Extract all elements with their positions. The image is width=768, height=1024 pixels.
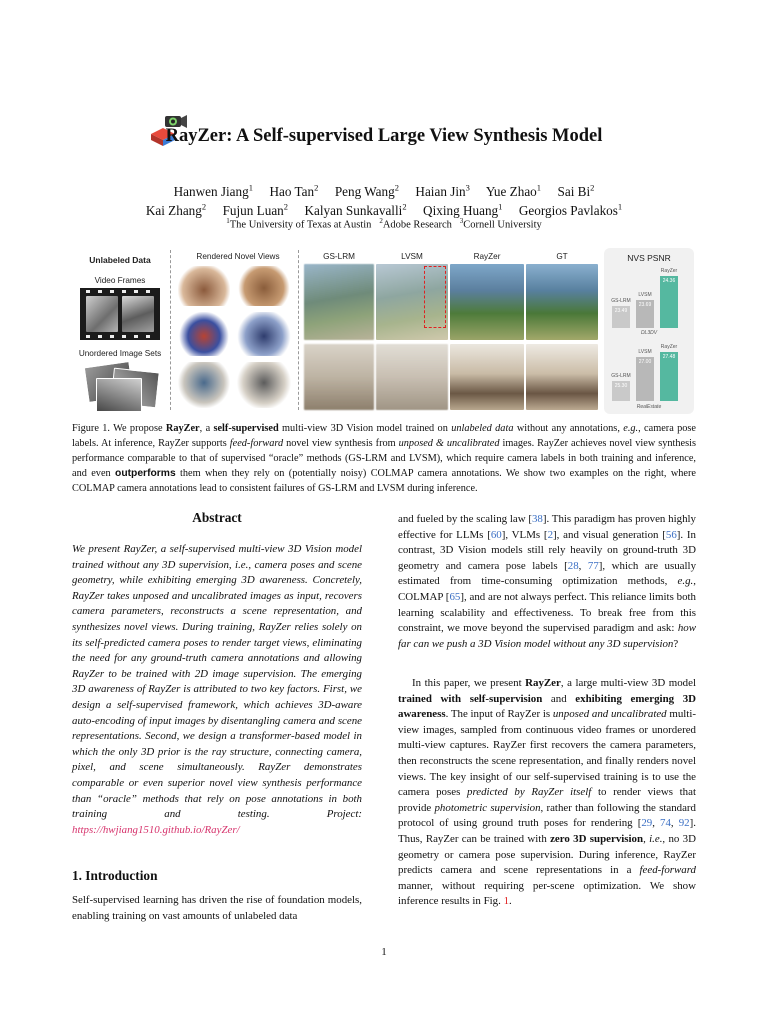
dataset-label: RealEstate: [636, 404, 662, 410]
bar-label: GS-LRM: [611, 373, 631, 379]
author: Hao Tan$^2$: [269, 183, 319, 200]
author: Kalyan Sunkavalli$^2$: [304, 202, 407, 219]
bar-gslrm-dl3dv: 23.49: [612, 306, 630, 328]
author: Haian Jin$^3$: [415, 183, 470, 200]
unlabeled-data-label: Unlabeled Data: [89, 255, 151, 265]
dataset-label: DL3DV: [640, 330, 658, 336]
bar-label: LVSM: [638, 292, 652, 298]
video-frames-filmstrip: [80, 288, 160, 340]
bar-label: GS-LRM: [611, 298, 631, 304]
psnr-title: NVS PSNR: [627, 253, 671, 263]
right-column-paragraph-1: and fueled by the scaling law [38]. This paradigm has proven highly effective for LLMs [60], VLMs [2], and visual generation [56]. In contrast, 3D Vision models still rely heavily on ground-truth 3D geometry and camera pose labels [28, 77], which are usually estimated from time-consuming optimization methods, e.g., COLMAP [65], and are not always perfect. This reliance limits both learning scalability and effectiveness. To break free from this constraint, we move beyond the supervised paradigm and ask: how far can we push a 3D Vision model without any 3D supervision?: [398, 513, 697, 650]
page-number: 1: [381, 946, 387, 958]
right-column-paragraph-2: In this paper, we present RayZer, a large multi-view 3D model trained with self-supervision and exhibiting emerging 3D awareness. The input of RayZer is unposed and uncalibrated multi-view images, sampled from continuous video frames or unordered multi-view captures. RayZer first recovers the camera parameters, then reconstructs the scene representation, and finally renders novel views. The key insight of our self-supervised training is to use the camera poses predicted by RayZer itself to render views that provide photometric supervision, rather than following the standard protocol of using ground truth poses for rendering [29, 74, 92]. Thus, RayZer can be trained with zero 3D supervision, i.e., no 3D geometry or camera pose supervision. During inference, RayZer predicts camera and scene representations in a feed-forward manner, without requiring per-scene optimization. We show inference results in Fig. 1.: [398, 677, 697, 908]
unordered-image-sets-label: Unordered Image Sets: [78, 349, 162, 358]
divider: [170, 250, 171, 410]
paper-title: RayZer: A Self-supervised Large View Synthesis Model: [165, 126, 603, 146]
bar-label: LVSM: [638, 349, 652, 355]
affiliations: $^1$The University of Texas at Austin $^2$Adobe Research $^3$Cornell University: [226, 217, 542, 231]
column-gs-lrm: GS-LRM: [323, 252, 355, 261]
psnr-panel: [604, 248, 694, 414]
figure-1: [72, 248, 694, 414]
column-lvsm: LVSM: [401, 252, 423, 261]
author: Kai Zhang$^2$: [145, 202, 207, 219]
author: Georgios Pavlakos$^1$: [518, 202, 623, 219]
video-frames-label: Video Frames: [94, 276, 146, 285]
bar-rayzer-dl3dv: 24.36: [660, 276, 678, 328]
author: Hanwen Jiang$^1$: [173, 183, 253, 200]
introduction-heading: 1. Introduction: [72, 868, 158, 883]
bar-rayzer-realestate: 27.48: [660, 352, 678, 401]
project-link[interactable]: https://hwjiang1510.github.io/RayZer/: [72, 823, 240, 836]
abstract-text: We present RayZer, a self-supervised multi-view 3D Vision model trained without any 3D supervision, i.e., camera poses and scene geometry, while exhibiting emerging 3D awareness. Concretely, RayZer takes unposed and uncalibrated images as input, recovers camera parameters, reconstructs a scene representation, and synthesizes novel views. During training, RayZer relies solely on its self-predicted camera poses to render target views, eliminating the need for any ground-truth camera annotations and allowing RayZer to be trained with 2D image supervision. The emerging 3D awareness of RayZer is attributed to two key factors. First, we design a self-supervised framework, which achieves 3D-aware auto-encoding of input images by disentangling camera and scene representations. Second, we design a transformer-based model in which the only 3D prior is the ray structure, connecting camera, pixel, and scene simultaneously. RayZer demonstrates comparable or even superior novel view synthesis performance than “oracle” methods that rely on pose annotations in both training and testing. Project: https://hwjiang1510.github.io/RayZer/: [72, 543, 362, 836]
rendered-views-label: Rendered Novel Views: [196, 252, 280, 261]
author: Peng Wang$^2$: [334, 183, 399, 200]
author: Sai Bi$^2$: [557, 183, 595, 200]
bar-label: RayZer: [660, 344, 678, 350]
figure-caption: Figure 1. We propose RayZer, a self-supervised multi-view 3D Vision model trained on unlabeled data without any annotations, e.g., camera pose labels. At inference, RayZer supports feed-forward novel view synthesis from unposed & uncalibrated images. RayZer achieves novel view synthesis performance comparable to that of supervised “oracle” methods (GS-LRM and LVSM), which require camera labels in both training and inference, and even outperforms them when they rely on (potentially noisy) COLMAP camera annotations. We show two examples on the right, where COLMAP camera annotations lead to consistent failures of GS-LRM and LVSM during inference.: [72, 423, 696, 494]
author: Yue Zhao$^1$: [485, 183, 542, 200]
column-gt: GT: [556, 252, 568, 261]
divider: [298, 250, 299, 410]
bar-gslrm-realestate: 25.30: [612, 381, 630, 401]
introduction-text: Self-supervised learning has driven the rise of foundation models, enabling training on vast amounts of unlabeled data: [72, 894, 362, 922]
bar-lvsm-realestate: 27.00: [636, 357, 654, 401]
bar-lvsm-dl3dv: 23.69: [636, 300, 654, 328]
author: Qixing Huang$^1$: [423, 202, 503, 219]
bar-label: RayZer: [660, 268, 678, 274]
author: Fujun Luan$^2$: [222, 202, 289, 219]
column-rayzer: RayZer: [473, 252, 501, 261]
abstract-heading: Abstract: [192, 510, 242, 525]
